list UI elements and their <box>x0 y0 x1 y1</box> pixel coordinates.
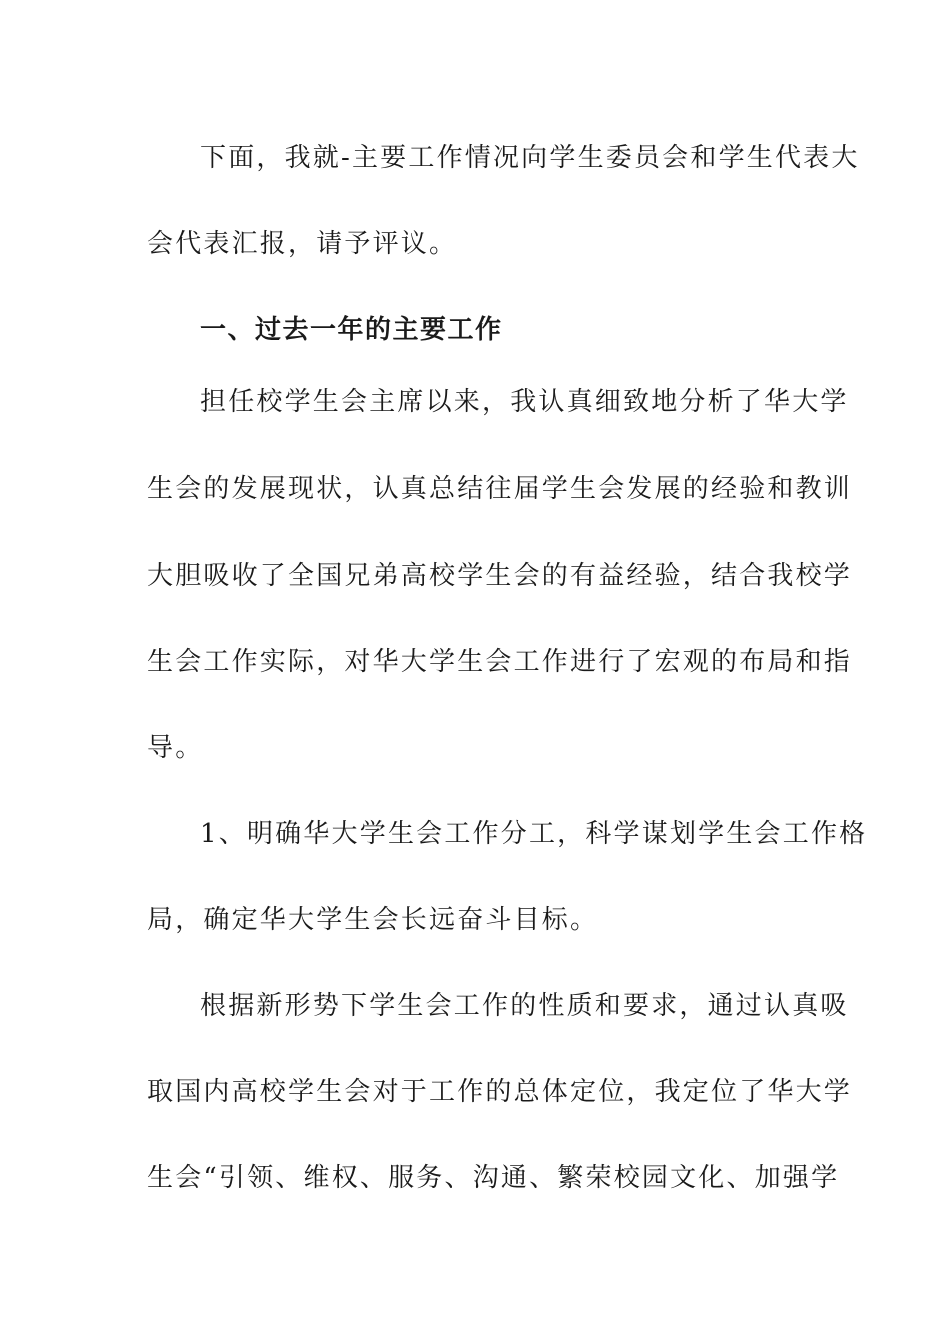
paragraph-line: 取国内高校学生会对于工作的总体定位，我定位了华大学 <box>147 1077 853 1107</box>
paragraph-line: 根据新形势下学生会工作的性质和要求，通过认真吸 <box>200 991 849 1021</box>
paragraph-line: 局，确定华大学生会长远奋斗目标。 <box>147 905 599 935</box>
paragraph-line: 担任校学生会主席以来，我认真细致地分析了华大学 <box>200 387 849 417</box>
paragraph-line: 生会工作实际，对华大学生会工作进行了宏观的布局和指 <box>147 647 853 677</box>
paragraph-line: 生会“引领、维权、服务、沟通、繁荣校园文化、加强学 <box>147 1163 840 1193</box>
paragraph-line: 生会的发展现状，认真总结往届学生会发展的经验和教训 <box>147 474 853 504</box>
paragraph-line: 会代表汇报，请予评议。 <box>147 229 458 259</box>
paragraph-line: 导。 <box>147 733 204 763</box>
paragraph-line: 大胆吸收了全国兄弟高校学生会的有益经验，结合我校学 <box>147 561 853 591</box>
paragraph-line: 下面，我就-主要工作情况向学生委员会和学生代表大 <box>200 143 860 173</box>
paragraph-line: 1、明确华大学生会工作分工，科学谋划学生会工作格 <box>200 819 868 849</box>
section-heading: 一、过去一年的主要工作 <box>200 315 503 345</box>
